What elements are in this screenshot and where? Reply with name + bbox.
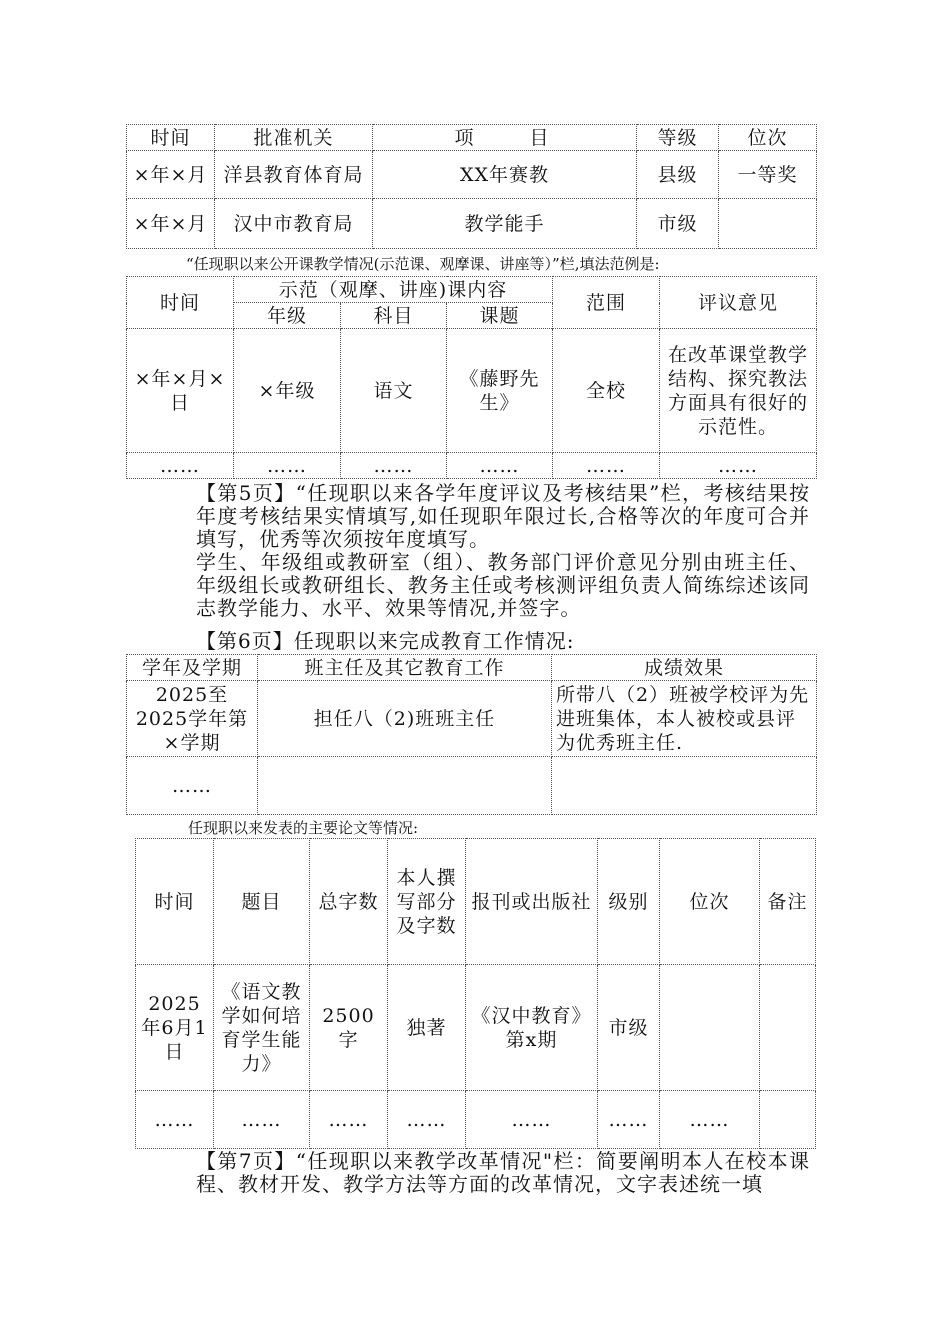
header-cell: 范围 [553,277,660,329]
page5-text: “任现职以来各学年度评议及考核结果”栏，考核结果按年度考核结果实情填写,如任现职年限过长,合格等次的年度可合并填写，优秀等次须按年度填写。 [196,481,810,551]
header-cell: 题目 [214,839,310,965]
header-cell: 年级 [234,303,341,329]
table-cell: ×年×月 [127,151,215,199]
table-cell: 汉中市教育局 [215,199,373,249]
header-cell: 位次 [719,125,817,151]
table-row [127,151,817,199]
header-cell: 总字数 [310,839,388,965]
table-cell: 独著 [388,965,466,1091]
table-cell: 全校 [553,329,660,453]
table-cell [552,757,817,815]
ellipsis-cell: …… [127,453,234,479]
header-cell: 位次 [660,839,760,965]
papers-table [135,838,816,1149]
ellipsis-cell: …… [660,1091,760,1149]
header-cell: 学年及学期 [127,655,258,681]
education-work-table [126,654,817,815]
table-cell [760,1091,816,1149]
table-cell: 2025至2025学年第×学期 [127,681,258,757]
table-row [127,329,817,453]
header-cell: 班主任及其它教育工作 [258,655,552,681]
table-cell: 2025年6月1日 [136,965,214,1091]
header-cell: 级别 [598,839,660,965]
page7-lead: 【第7页】 [196,1149,296,1173]
header-cell: 课题 [447,303,553,329]
table-cell: 一等奖 [719,151,817,199]
table-cell [760,965,816,1091]
open-class-caption: “任现职以来公开课教学情况(示范课、观摩课、讲座等）”栏,填法范例是: [186,255,660,273]
table-row [127,681,817,757]
ellipsis-cell: …… [341,453,447,479]
table-cell: 担任八（2)班班主任 [258,681,552,757]
page5-paragraph [140,482,810,620]
open-class-table [126,276,817,479]
ellipsis-cell: …… [388,1091,466,1149]
page7-text: “任现职以来教学改革情况"栏：简要阐明本人在校本课程、教材开发、教学方法等方面的改革情况，文字表述统一填 [196,1149,810,1196]
table-cell: 洋县教育体育局 [215,151,373,199]
table-cell [719,199,817,249]
table-cell: 《汉中教育》第x期 [466,965,598,1091]
table-row [127,757,817,815]
table-cell: 在改革课堂教学结构、探究教法方面具有很好的示范性。 [660,329,817,453]
table-cell: ×年×月×日 [127,329,234,453]
header-cell: 评议意见 [660,277,817,329]
ellipsis-cell: …… [234,453,341,479]
ellipsis-cell: …… [553,453,660,479]
header-cell: 本人撰写部分及字数 [388,839,466,965]
header-cell: 批准机关 [215,125,373,151]
ellipsis-cell: …… [598,1091,660,1149]
table-row [127,199,817,249]
table-row [127,453,817,479]
table-cell: 市级 [637,199,719,249]
table-row [136,965,816,1091]
header-cell: 科目 [341,303,447,329]
header-cell: 成绩效果 [552,655,817,681]
award-table [126,124,817,249]
ellipsis-cell: …… [127,757,258,815]
ellipsis-cell: …… [447,453,553,479]
page5-text2: 学生、年级组或教研室（组）、教务部门评价意见分别由班主任、年级组长或教研组长、教务主任或考核测评组负责人简练综述该同志教学能力、水平、效果等情况,并签字。 [196,550,810,620]
table-cell: ×年×月 [127,199,215,249]
ellipsis-cell: …… [466,1091,598,1149]
table-cell: XX年赛教 [373,151,637,199]
table-cell: 县级 [637,151,719,199]
table-cell: 2500字 [310,965,388,1091]
table-cell: 教学能手 [373,199,637,249]
papers-caption: 任现职以来发表的主要论文等情况: [188,819,419,837]
table-cell: 《藤野先生》 [447,329,553,453]
header-cell: 报刊或出版社 [466,839,598,965]
header-cell: 时间 [127,277,234,329]
table-cell: 《语文教学如何培育学生能力》 [214,965,310,1091]
table-cell [258,757,552,815]
ellipsis-cell: …… [660,453,817,479]
page6-paragraph [140,630,810,653]
page6-lead: 【第6页】 [196,629,294,653]
ellipsis-cell: …… [310,1091,388,1149]
table-cell: 所带八（2）班被学校评为先进班集体，本人被校或县评为优秀班主任. [552,681,817,757]
header-cell: 时间 [136,839,214,965]
table-cell: 语文 [341,329,447,453]
header-cell: 时间 [127,125,215,151]
page7-paragraph [140,1150,810,1196]
ellipsis-cell: …… [136,1091,214,1149]
header-cell: 备注 [760,839,816,965]
header-cell: 等级 [637,125,719,151]
page6-text: 任现职以来完成教育工作情况: [293,629,575,653]
table-row [136,1091,816,1149]
table-cell: ×年级 [234,329,341,453]
page5-lead: 【第5页】 [196,481,296,505]
table-cell: 市级 [598,965,660,1091]
header-cell: 示范（观摩、讲座)课内容 [234,277,553,303]
header-cell: 项 目 [373,125,637,151]
table-cell [660,965,760,1091]
ellipsis-cell: …… [214,1091,310,1149]
